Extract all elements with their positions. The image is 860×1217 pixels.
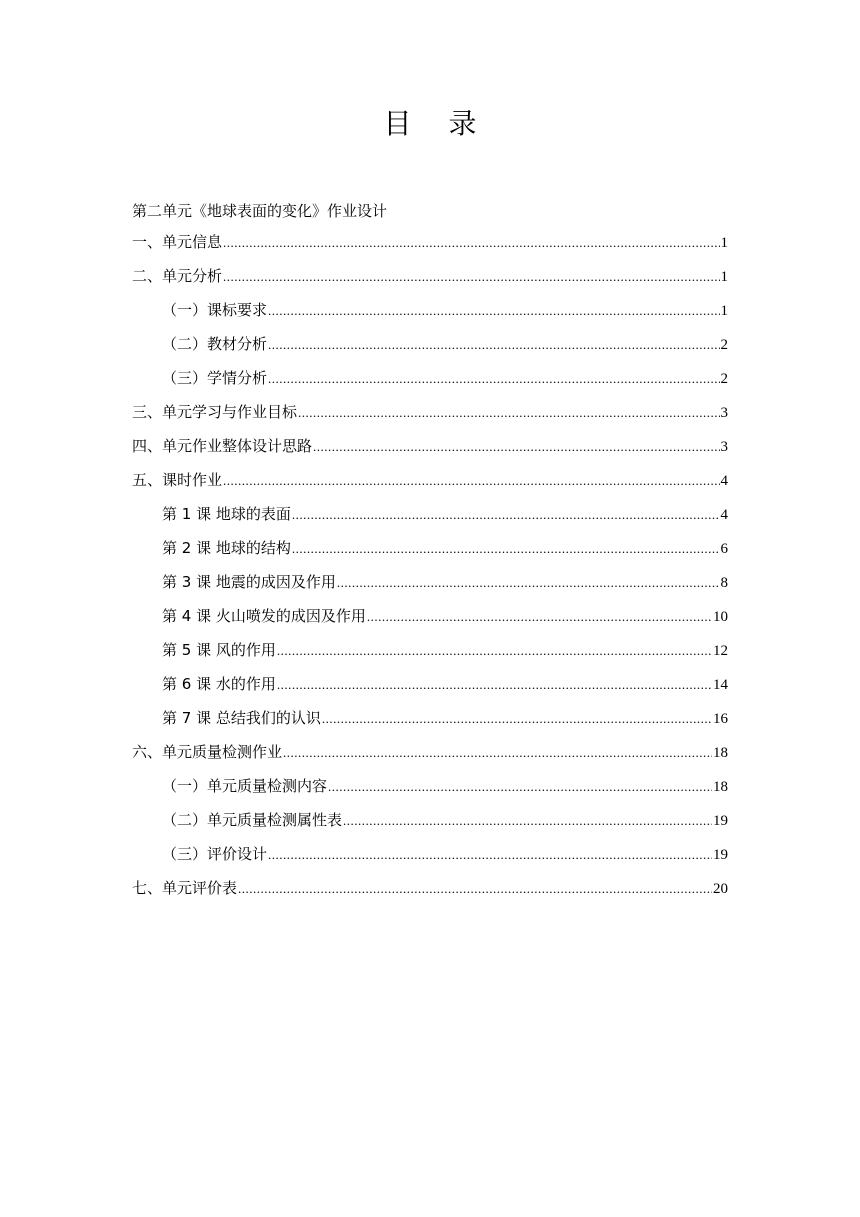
- toc-entry-quality-check-content[interactable]: [132, 774, 728, 808]
- toc-entry-label: 第 3 课 地震的成因及作用: [162, 573, 336, 591]
- toc-entry-label: 第 4 课 火山喷发的成因及作用: [162, 607, 366, 625]
- toc-page-number: 1: [720, 269, 728, 285]
- toc-entry-label: （一）单元质量检测内容: [162, 777, 328, 795]
- toc-entry-label: 第 7 课 总结我们的认识: [162, 709, 321, 727]
- toc-leader-dots: [277, 673, 712, 697]
- toc-page-number: 18: [713, 745, 728, 761]
- toc-entry-label: （二）单元质量检测属性表: [162, 811, 343, 829]
- toc-entry-lesson-5[interactable]: [132, 638, 728, 672]
- toc-entry-label: 第 5 课 风的作用: [162, 641, 276, 659]
- toc-entry-label: （三）学情分析: [162, 369, 268, 387]
- toc-entry-label: 四、单元作业整体设计思路: [132, 437, 313, 455]
- toc-leader-dots: [268, 299, 719, 323]
- toc-entry-unit-analysis[interactable]: [132, 264, 728, 298]
- toc-page-number: 4: [720, 473, 728, 489]
- table-of-contents: [132, 230, 728, 910]
- toc-entry-label: 五、课时作业: [132, 471, 223, 489]
- toc-leader-dots: [223, 469, 719, 493]
- toc-leader-dots: [328, 775, 712, 799]
- toc-entry-label: （三）评价设计: [162, 845, 268, 863]
- toc-page-number: 19: [713, 847, 728, 863]
- toc-leader-dots: [322, 707, 712, 731]
- toc-page-number: 10: [713, 609, 728, 625]
- toc-entry-lesson-7[interactable]: [132, 706, 728, 740]
- toc-page-number: 19: [713, 813, 728, 829]
- toc-entry-lesson-6[interactable]: [132, 672, 728, 706]
- toc-leader-dots: [292, 537, 720, 561]
- toc-leader-dots: [313, 435, 719, 459]
- toc-leader-dots: [343, 809, 712, 833]
- toc-page-number: 6: [720, 541, 728, 557]
- toc-page-number: 1: [720, 235, 728, 251]
- toc-entry-label: 七、单元评价表: [132, 879, 238, 897]
- toc-entry-lesson-homework[interactable]: [132, 468, 728, 502]
- toc-entry-lesson-1[interactable]: [132, 502, 728, 536]
- document-subtitle: 第二单元《地球表面的变化》作业设计: [132, 202, 388, 220]
- toc-entry-lesson-3[interactable]: [132, 570, 728, 604]
- toc-page-number: 8: [720, 575, 728, 591]
- toc-leader-dots: [238, 877, 712, 901]
- toc-leader-dots: [268, 333, 719, 357]
- toc-leader-dots: [268, 843, 712, 867]
- toc-leader-dots: [277, 639, 712, 663]
- toc-leader-dots: [223, 265, 719, 289]
- toc-entry-learner-analysis[interactable]: [132, 366, 728, 400]
- toc-page-number: 18: [713, 779, 728, 795]
- toc-entry-label: 六、单元质量检测作业: [132, 743, 283, 761]
- toc-leader-dots: [298, 401, 719, 425]
- toc-entry-label: 三、单元学习与作业目标: [132, 403, 298, 421]
- toc-page-number: 2: [720, 337, 728, 353]
- toc-leader-dots: [268, 367, 719, 391]
- toc-page-number: 20: [713, 881, 728, 897]
- toc-entry-unit-info[interactable]: [132, 230, 728, 264]
- toc-page-number: 1: [720, 303, 728, 319]
- toc-entry-label: （一）课标要求: [162, 301, 268, 319]
- toc-entry-label: 二、单元分析: [132, 267, 223, 285]
- toc-entry-lesson-2[interactable]: [132, 536, 728, 570]
- toc-entry-curriculum-requirements[interactable]: [132, 298, 728, 332]
- toc-entry-label: （二）教材分析: [162, 335, 268, 353]
- toc-entry-label: 一、单元信息: [132, 233, 223, 251]
- toc-page-number: 3: [720, 439, 728, 455]
- toc-page-number: 4: [720, 507, 728, 523]
- toc-page-number: 2: [720, 371, 728, 387]
- toc-entry-lesson-4[interactable]: [132, 604, 728, 638]
- toc-entry-textbook-analysis[interactable]: [132, 332, 728, 366]
- toc-entry-label: 第 1 课 地球的表面: [162, 505, 291, 523]
- toc-page-number: 3: [720, 405, 728, 421]
- toc-leader-dots: [223, 231, 719, 255]
- toc-page-number: 14: [713, 677, 728, 693]
- toc-leader-dots: [283, 741, 712, 765]
- toc-entry-label: 第 6 课 水的作用: [162, 675, 276, 693]
- toc-leader-dots: [337, 571, 720, 595]
- toc-entry-evaluation-design[interactable]: [132, 842, 728, 876]
- toc-page-number: 12: [713, 643, 728, 659]
- toc-leader-dots: [292, 503, 720, 527]
- toc-entry-quality-check[interactable]: [132, 740, 728, 774]
- toc-entry-learning-goals[interactable]: [132, 400, 728, 434]
- toc-entry-quality-check-attributes[interactable]: [132, 808, 728, 842]
- page-title: 目 录: [383, 107, 491, 140]
- toc-page-number: 16: [713, 711, 728, 727]
- toc-entry-design-approach[interactable]: [132, 434, 728, 468]
- toc-entry-label: 第 2 课 地球的结构: [162, 539, 291, 557]
- toc-leader-dots: [367, 605, 712, 629]
- toc-entry-unit-evaluation-table[interactable]: [132, 876, 728, 910]
